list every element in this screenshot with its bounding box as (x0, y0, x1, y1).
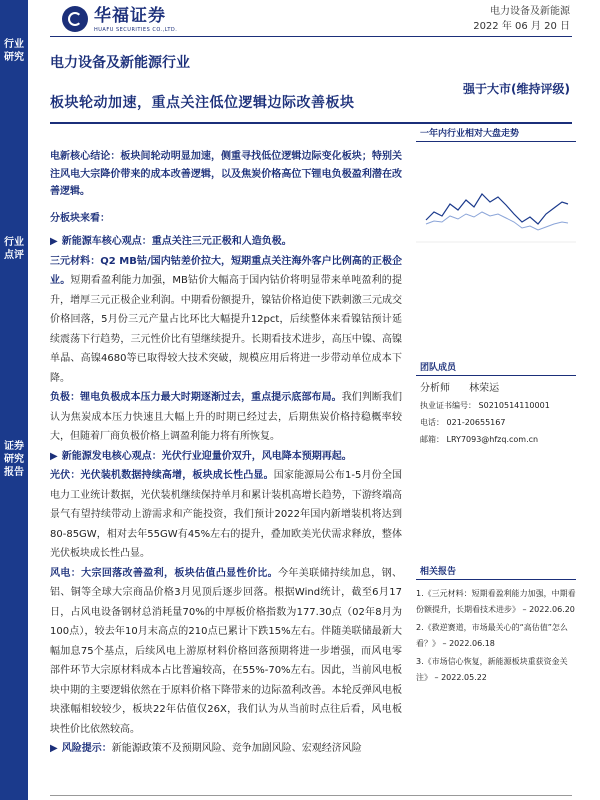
phone-label: 电话： (420, 418, 444, 427)
reports-heading: 相关报告 (416, 562, 576, 580)
right-column (416, 124, 576, 247)
section-paragraph (50, 466, 402, 564)
section-paragraph (50, 252, 402, 389)
header-industry: 电力设备及新能源 (490, 6, 570, 17)
report-item[interactable]: 2.《救逆赛道，市场最关心的“高估值”怎么看？》 – 2022.06.18 (416, 623, 568, 648)
section-lead: 光伏：光伏装机数据持续高增，板块成长性凸显。 (50, 470, 274, 481)
section-paragraph (50, 232, 402, 252)
email-label: 邮箱： (420, 435, 444, 444)
cert-row (420, 397, 576, 414)
header-meta (473, 4, 570, 34)
cert-number: S0210514110001 (478, 401, 550, 410)
industry-line (426, 194, 568, 224)
rating: 强于大市(维持评级) (463, 82, 570, 96)
cert-label: 执业证书编号： (420, 401, 476, 410)
phone-number: 021-20655167 (446, 418, 506, 427)
section-paragraph (50, 564, 402, 740)
logo-mark-icon (62, 6, 88, 32)
report-item[interactable]: 1.《三元材料：短期看盈利能力加强，中期看份额提升，长期看技术进步》 – 2022.06.20 (416, 589, 576, 614)
analyst-info (420, 380, 576, 448)
section-body: 新能源政策不及预期风险、竞争加剧风险、宏观经济风险 (111, 743, 362, 754)
logo-english-name: HUAFU SECURITIES CO.,LTD. (94, 27, 178, 33)
email-address[interactable]: LRY7093@hfzq.com.cn (446, 435, 539, 444)
section-body: 国家能源局公布1-5月份全国电力工业统计数据，光伏装机继续保持单月和累计装机高增长趋势，下游终端高景气有望持续带动上游需求和产能投资，我们预计2022年国内新增装机将达到80-85GW，相对去年55GW有45%左右的提升，叠加欧美光伏需求释放，整体光伏板块成长性凸显。 (50, 470, 402, 559)
related-reports (416, 562, 576, 688)
sidebar-label-securities-report: 证券研究报告 (4, 441, 24, 478)
team-section (416, 358, 576, 376)
bullet-icon: ▶ (50, 743, 58, 754)
phone-row (420, 414, 576, 431)
reports-list (416, 586, 576, 686)
trend-chart (416, 142, 576, 247)
logo-chinese-name: 华福证券 (94, 6, 166, 26)
header-date: 2022 年 06 月 20 日 (473, 21, 570, 32)
section-lead: 风险提示： (61, 743, 112, 754)
sidebar-label-industry-review: 行业点评 (4, 237, 24, 261)
chart-heading: 一年内行业相对大盘走势 (416, 124, 576, 142)
section-paragraph (50, 388, 402, 447)
section-paragraph (50, 739, 402, 759)
company-logo (62, 6, 177, 36)
industry-name: 电力设备及新能源行业 (50, 55, 190, 71)
section-paragraph (50, 447, 402, 467)
section-lead: 新能源车核心观点：重点关注三元正极和人造负极。 (61, 236, 292, 247)
report-title: 板块轮动加速，重点关注低位逻辑边际改善板块 (50, 95, 355, 111)
footer-rule (50, 795, 572, 796)
email-row (420, 431, 576, 448)
section-body: 今年美联储持续加息，钢、铝、铜等全球大宗商品价格3月见顶后逐步回落。根据Wind统计，截至6月17日，占风电设备钢材总消耗量70%的中厚板价格指数为177.30点（02年8月为100点），较去年10月末高点的210点已累计下跌15%左右。伴随美联储最新大幅加息75个基点，后续风电上游原材料价格回落预期将进一步增强，而风电零部件环节大宗原材料成本占比普遍较高，在55%-70%左右。因此，当前风电板块中期的主要逻辑依然在于原料价格下降带来的边际盈利改善。本轮反弹风电板块涨幅相较较少，板块22年估值仅26X，我们认为从当前时点往后看，风电板块性价比依然较高。 (50, 567, 402, 735)
report-item[interactable]: 3.《市场信心恢复，新能源板块重获资金关注》 – 2022.05.22 (416, 657, 568, 682)
analyst-label: 分析师 (420, 383, 450, 394)
analyst-name: 林荣运 (469, 383, 500, 394)
sidebar-label-industry-research: 行业研究 (4, 39, 24, 63)
section-lead: 三元材料：Q2 MB钴/国内钴差价拉大，短期重点关注海外客户比例高的正极企业。 (50, 255, 402, 286)
bullet-icon: ▶ (50, 450, 58, 462)
section-lead: 新能源发电核心观点：光伏行业迎量价双升，风电降本预期再起。 (61, 450, 352, 462)
trend-chart-svg (416, 142, 576, 247)
section-body: 短期看盈利能力加强，MB钴价大幅高于国内钴价将明显带来单吨盈利的提升，增厚三元正极企业利润。中期看份额提升，镍钴价格迫使下跌刺激三元成交价格回落，5月份三元产量占比环比大幅提升12pct，后续整体来看镍钴预计延续震荡下行趋势，三元性价比有望继续提升。长期看技术进步，高压中镍、高镍单晶、高镍4680等已取得较大技术突破，规模应用后将进一步带动单位成本下降。 (50, 275, 403, 384)
market-line (426, 212, 568, 230)
bullet-icon: ▶ (50, 236, 58, 247)
section-lead: 负极：锂电负极成本压力最大时期逐渐过去，重点提示底部布局。 (50, 392, 342, 403)
section-body: 我们判断我们认为焦炭成本压力快速且大幅上升的时期已经过去，后期焦炭价格持稳概率较大，但随着厂商负极价格上调盈利能力将有所恢复。 (50, 392, 403, 442)
header-rule (50, 36, 572, 37)
section-lead: 风电：大宗回落改善盈利，板块估值凸显性价比。 (50, 567, 278, 579)
sub-heading: 分板块来看： (50, 212, 110, 224)
left-sidebar (0, 0, 28, 800)
core-conclusion: 电新核心结论：板块间轮动明显加速，侧重寻找低位逻辑边际变化板块；特别关注风电大宗降价带来的成本改善逻辑，以及焦炭价格高位下锂电负极盈利潜在改善逻辑。 (50, 151, 402, 197)
team-heading: 团队成员 (416, 358, 576, 376)
analyst-row (420, 380, 576, 397)
sections (50, 232, 402, 759)
main-content (50, 148, 402, 759)
